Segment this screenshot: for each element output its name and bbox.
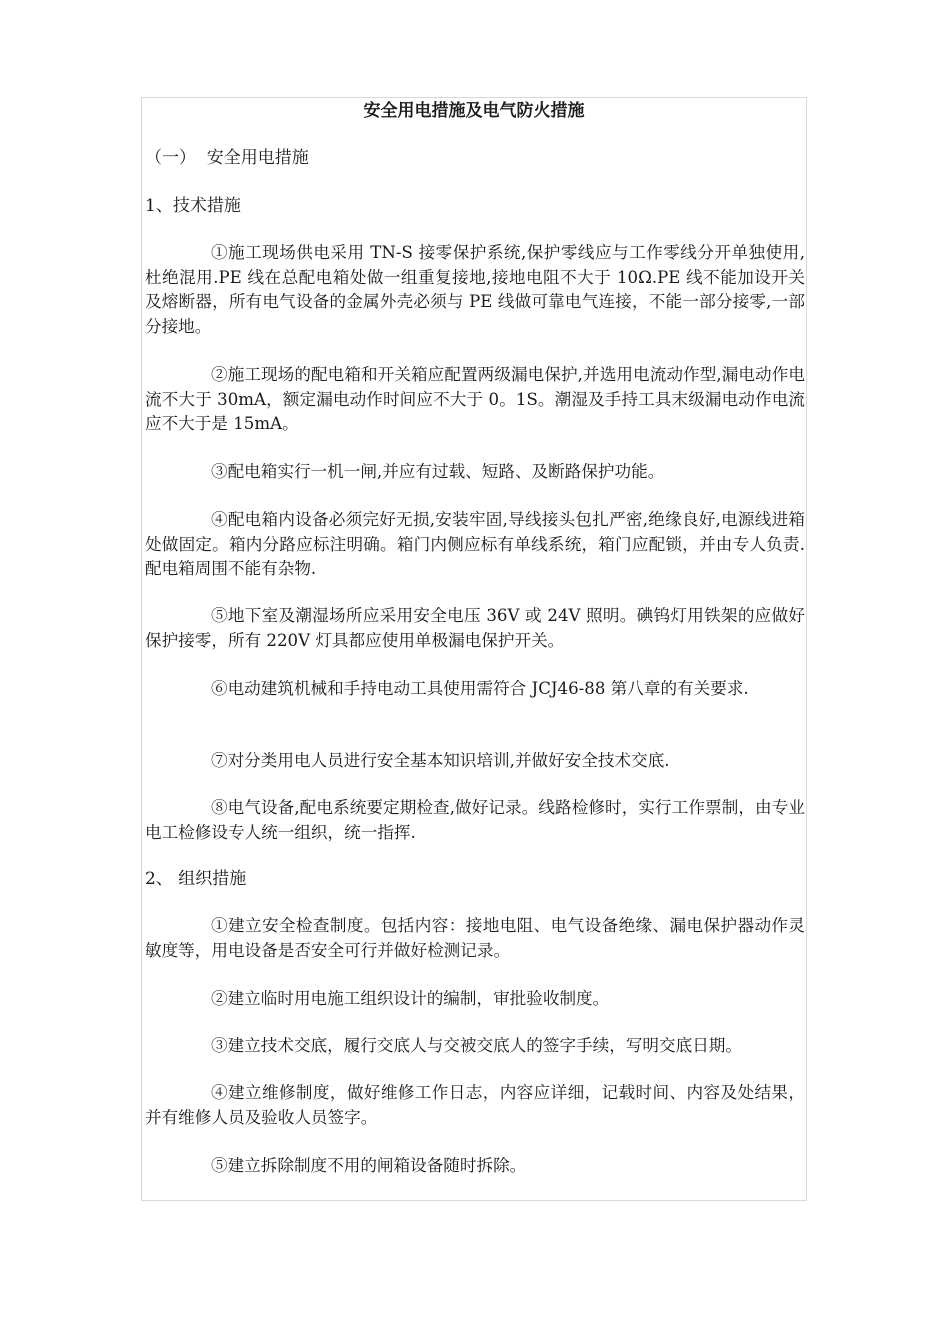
technical-item-5: ⑤地下室及潮湿场所应采用安全电压 36V 或 24V 照明。碘钨灯用铁架的应做好保护接零，所有 220V 灯具都应使用单极漏电保护开关。: [145, 606, 805, 650]
technical-item-7: ⑦对分类用电人员进行安全基本知识培训,并做好安全技术交底.: [211, 751, 670, 770]
technical-item-6: ⑥电动建筑机械和手持电动工具使用需符合 JCJ46-88 第八章的有关要求.: [211, 679, 749, 698]
document-title: 安全用电措施及电气防火措施: [363, 101, 585, 121]
organizational-item-2: ②建立临时用电施工组织设计的编制，审批验收制度。: [211, 989, 610, 1008]
subsection-heading-organizational: 2、 组织措施: [145, 869, 247, 889]
organizational-item-5: ⑤建立拆除制度不用的闸箱设备随时拆除。: [211, 1156, 527, 1175]
organizational-item-3: ③建立技术交底，履行交底人与交被交底人的签字手续，写明交底日期。: [211, 1036, 742, 1055]
organizational-item-1: ①建立安全检查制度。包括内容：接地电阻、电气设备绝缘、漏电保护器动作灵敏度等，用电设备是否安全可行并做好检测记录。: [145, 916, 805, 960]
subsection-heading-technical: 1、技术措施: [145, 196, 241, 216]
organizational-item-4: ④建立维修制度，做好维修工作日志，内容应详细，记载时间、内容及处结果，并有维修人员及验收人员签字。: [145, 1083, 805, 1127]
technical-item-3: ③配电箱实行一机一闸,并应有过载、短路、及断路保护功能。: [211, 462, 665, 481]
technical-item-2: ②施工现场的配电箱和开关箱应配置两级漏电保护,并选用电流动作型,漏电动作电流不大于 30mA，额定漏电动作时间应不大于 0。1S。潮湿及手持工具末级漏电动作电流应不大于是 15mA。: [145, 365, 805, 433]
technical-item-1: ①施工现场供电采用 TN-S 接零保护系统,保护零线应与工作零线分开单独使用,杜绝混用.PE 线在总配电箱处做一组重复接地,接地电阻不大于 10Ω.PE 线不能加设开关及熔断器，所有电气设备的金属外壳必须与 PE 线做可靠电气连接，不能一部分接零,一部分接地。: [145, 243, 805, 336]
section-heading: （一） 安全用电措施: [145, 148, 309, 168]
technical-item-4: ④配电箱内设备必须完好无损,安装牢固,导线接头包扎严密,绝缘良好,电源线进箱处做固定。箱内分路应标注明确。箱门内侧应标有单线系统，箱门应配锁，并由专人负责.配电箱周围不能有杂物.: [145, 510, 805, 578]
technical-item-8: ⑧电气设备,配电系统要定期检查,做好记录。线路检修时，实行工作票制，由专业电工检修设专人统一组织，统一指挥.: [145, 798, 805, 842]
